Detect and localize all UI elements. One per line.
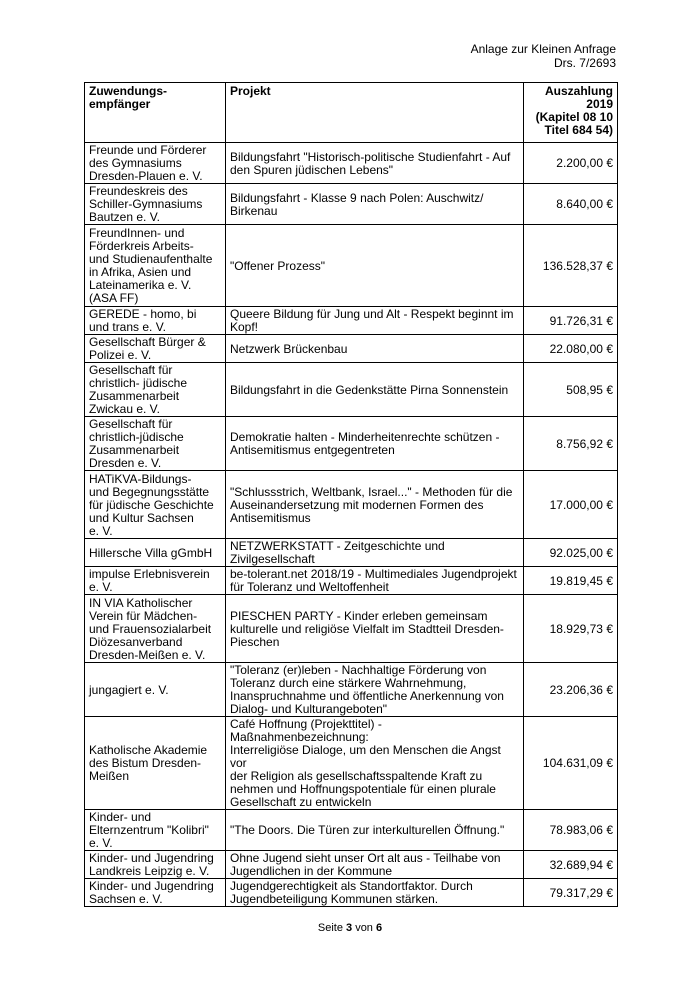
recipient-cell: Hillersche Villa gGmbH: [85, 539, 226, 567]
project-cell: Jugendgerechtigkeit als Standortfaktor. Durch Jugendbeteiligung Kommunen stärken.: [226, 879, 524, 907]
recipient-cell: IN VIA Katholischer Verein für Mädchen- und Frauensozialarbeit Diözesanverband Dresden-Meißen e. V.: [85, 595, 226, 663]
table-row: [85, 417, 618, 471]
amount-cell: 22.080,00 €: [524, 335, 618, 363]
project-cell: "Schlussstrich, Weltbank, Israel..." - Methoden für die Auseinandersetzung mit modernen Formen des Antisemitismus: [226, 471, 524, 539]
project-cell: "Offener Prozess": [226, 225, 524, 307]
table-body: [85, 143, 618, 907]
table-row: [85, 471, 618, 539]
header-recipient: Zuwendungs- empfänger: [85, 83, 226, 143]
recipient-cell: Freunde und Förderer des Gymnasiums Dresden-Plauen e. V.: [85, 143, 226, 184]
recipient-cell: jungagiert e. V.: [85, 663, 226, 717]
table-row: [85, 879, 618, 907]
table-row: [85, 539, 618, 567]
amount-cell: 8.756,92 €: [524, 417, 618, 471]
project-cell: be-tolerant.net 2018/19 - Multimediales Jugendprojekt für Toleranz und Weltoffenheit: [226, 567, 524, 595]
project-cell: "Toleranz (er)leben - Nachhaltige Förderung von Toleranz durch eine stärkere Wahrnehmung, Inanspruchnahme und öffentliche Anerkennung von Dialog- und Kulturangeboten": [226, 663, 524, 717]
recipient-cell: Gesellschaft Bürger & Polizei e. V.: [85, 335, 226, 363]
recipient-cell: Katholische Akademie des Bistum Dresden- Meißen: [85, 717, 226, 810]
amount-cell: 104.631,09 €: [524, 717, 618, 810]
amount-cell: 136.528,37 €: [524, 225, 618, 307]
table-row: [85, 567, 618, 595]
recipient-cell: FreundInnen- und Förderkreis Arbeits- und Studienaufenthalte in Afrika, Asien und Lateinamerika e. V. (ASA FF): [85, 225, 226, 307]
project-cell: Bildungsfahrt in die Gedenkstätte Pirna Sonnenstein: [226, 363, 524, 417]
recipient-cell: Kinder- und Jugendring Sachsen e. V.: [85, 879, 226, 907]
amount-cell: 78.983,06 €: [524, 810, 618, 851]
project-cell: Bildungsfahrt "Historisch-politische Studienfahrt - Auf den Spuren jüdischen Lebens": [226, 143, 524, 184]
project-cell: PIESCHEN PARTY - Kinder erleben gemeinsam kulturelle und religiöse Vielfalt im Stadtteil Dresden- Pieschen: [226, 595, 524, 663]
recipient-cell: Freundeskreis des Schiller-Gymnasiums Bautzen e. V.: [85, 184, 226, 225]
table-row: [85, 225, 618, 307]
project-cell: Demokratie halten - Minderheitenrechte schützen - Antisemitismus entgegentreten: [226, 417, 524, 471]
amount-cell: 508,95 €: [524, 363, 618, 417]
amount-cell: 17.000,00 €: [524, 471, 618, 539]
amount-cell: 19.819,45 €: [524, 567, 618, 595]
table-row: [85, 810, 618, 851]
amount-cell: 8.640,00 €: [524, 184, 618, 225]
recipient-cell: Gesellschaft für christlich- jüdische Zusammenarbeit Zwickau e. V.: [85, 363, 226, 417]
page-footer: [0, 922, 700, 934]
project-cell: Bildungsfahrt - Klasse 9 nach Polen: Auschwitz/ Birkenau: [226, 184, 524, 225]
table-row: [85, 717, 618, 810]
amount-cell: 32.689,94 €: [524, 851, 618, 879]
amount-cell: 92.025,00 €: [524, 539, 618, 567]
project-cell: Café Hoffnung (Projekttitel) - Maßnahmenbezeichnung: Interreligiöse Dialoge, um den Menschen die Angst vor der Religion als gesellschaftsspaltende Kraft zu nehmen und Hoffnungspotentiale für einen plurale Gesellschaft zu entwickeln: [226, 717, 524, 810]
header-amount: Auszahlung 2019 (Kapitel 08 10 Titel 684 54): [524, 83, 618, 143]
footer-middle: von: [355, 922, 373, 934]
amount-cell: 2.200,00 €: [524, 143, 618, 184]
table-row: [85, 595, 618, 663]
amount-cell: 23.206,36 €: [524, 663, 618, 717]
table-row: [85, 663, 618, 717]
table-row: [85, 335, 618, 363]
header-reference: Drs. 7/2693: [553, 56, 616, 70]
document-header: [471, 42, 616, 70]
amount-cell: 79.317,29 €: [524, 879, 618, 907]
header-title: Anlage zur Kleinen Anfrage: [470, 42, 616, 56]
table-row: [85, 184, 618, 225]
footer-page-total: 6: [376, 922, 383, 934]
funding-table: [84, 82, 618, 907]
recipient-cell: impulse Erlebnisverein e. V.: [85, 567, 226, 595]
table-row: [85, 363, 618, 417]
project-cell: Ohne Jugend sieht unser Ort alt aus - Teilhabe von Jugendlichen in der Kommune: [226, 851, 524, 879]
recipient-cell: Gesellschaft für christlich-jüdische Zusammenarbeit Dresden e. V.: [85, 417, 226, 471]
header-project: Projekt: [226, 83, 524, 143]
amount-cell: 91.726,31 €: [524, 307, 618, 335]
table-row: [85, 851, 618, 879]
project-cell: Queere Bildung für Jung und Alt - Respekt beginnt im Kopf!: [226, 307, 524, 335]
recipient-cell: HATiKVA-Bildungs- und Begegnungsstätte für jüdische Geschichte und Kultur Sachsen e. V.: [85, 471, 226, 539]
project-cell: NETZWERKSTATT - Zeitgeschichte und Zivilgesellschaft: [226, 539, 524, 567]
table-header-row: [85, 83, 618, 143]
footer-prefix: Seite: [317, 922, 343, 934]
recipient-cell: Kinder- und Elternzentrum "Kolibri" e. V.: [85, 810, 226, 851]
project-cell: Netzwerk Brückenbau: [226, 335, 524, 363]
recipient-cell: Kinder- und Jugendring Landkreis Leipzig e. V.: [85, 851, 226, 879]
table-row: [85, 143, 618, 184]
project-cell: "The Doors. Die Türen zur interkulturellen Öffnung.": [226, 810, 524, 851]
table-row: [85, 307, 618, 335]
amount-cell: 18.929,73 €: [524, 595, 618, 663]
recipient-cell: GEREDE - homo, bi und trans e. V.: [85, 307, 226, 335]
footer-page-number: 3: [346, 922, 353, 934]
